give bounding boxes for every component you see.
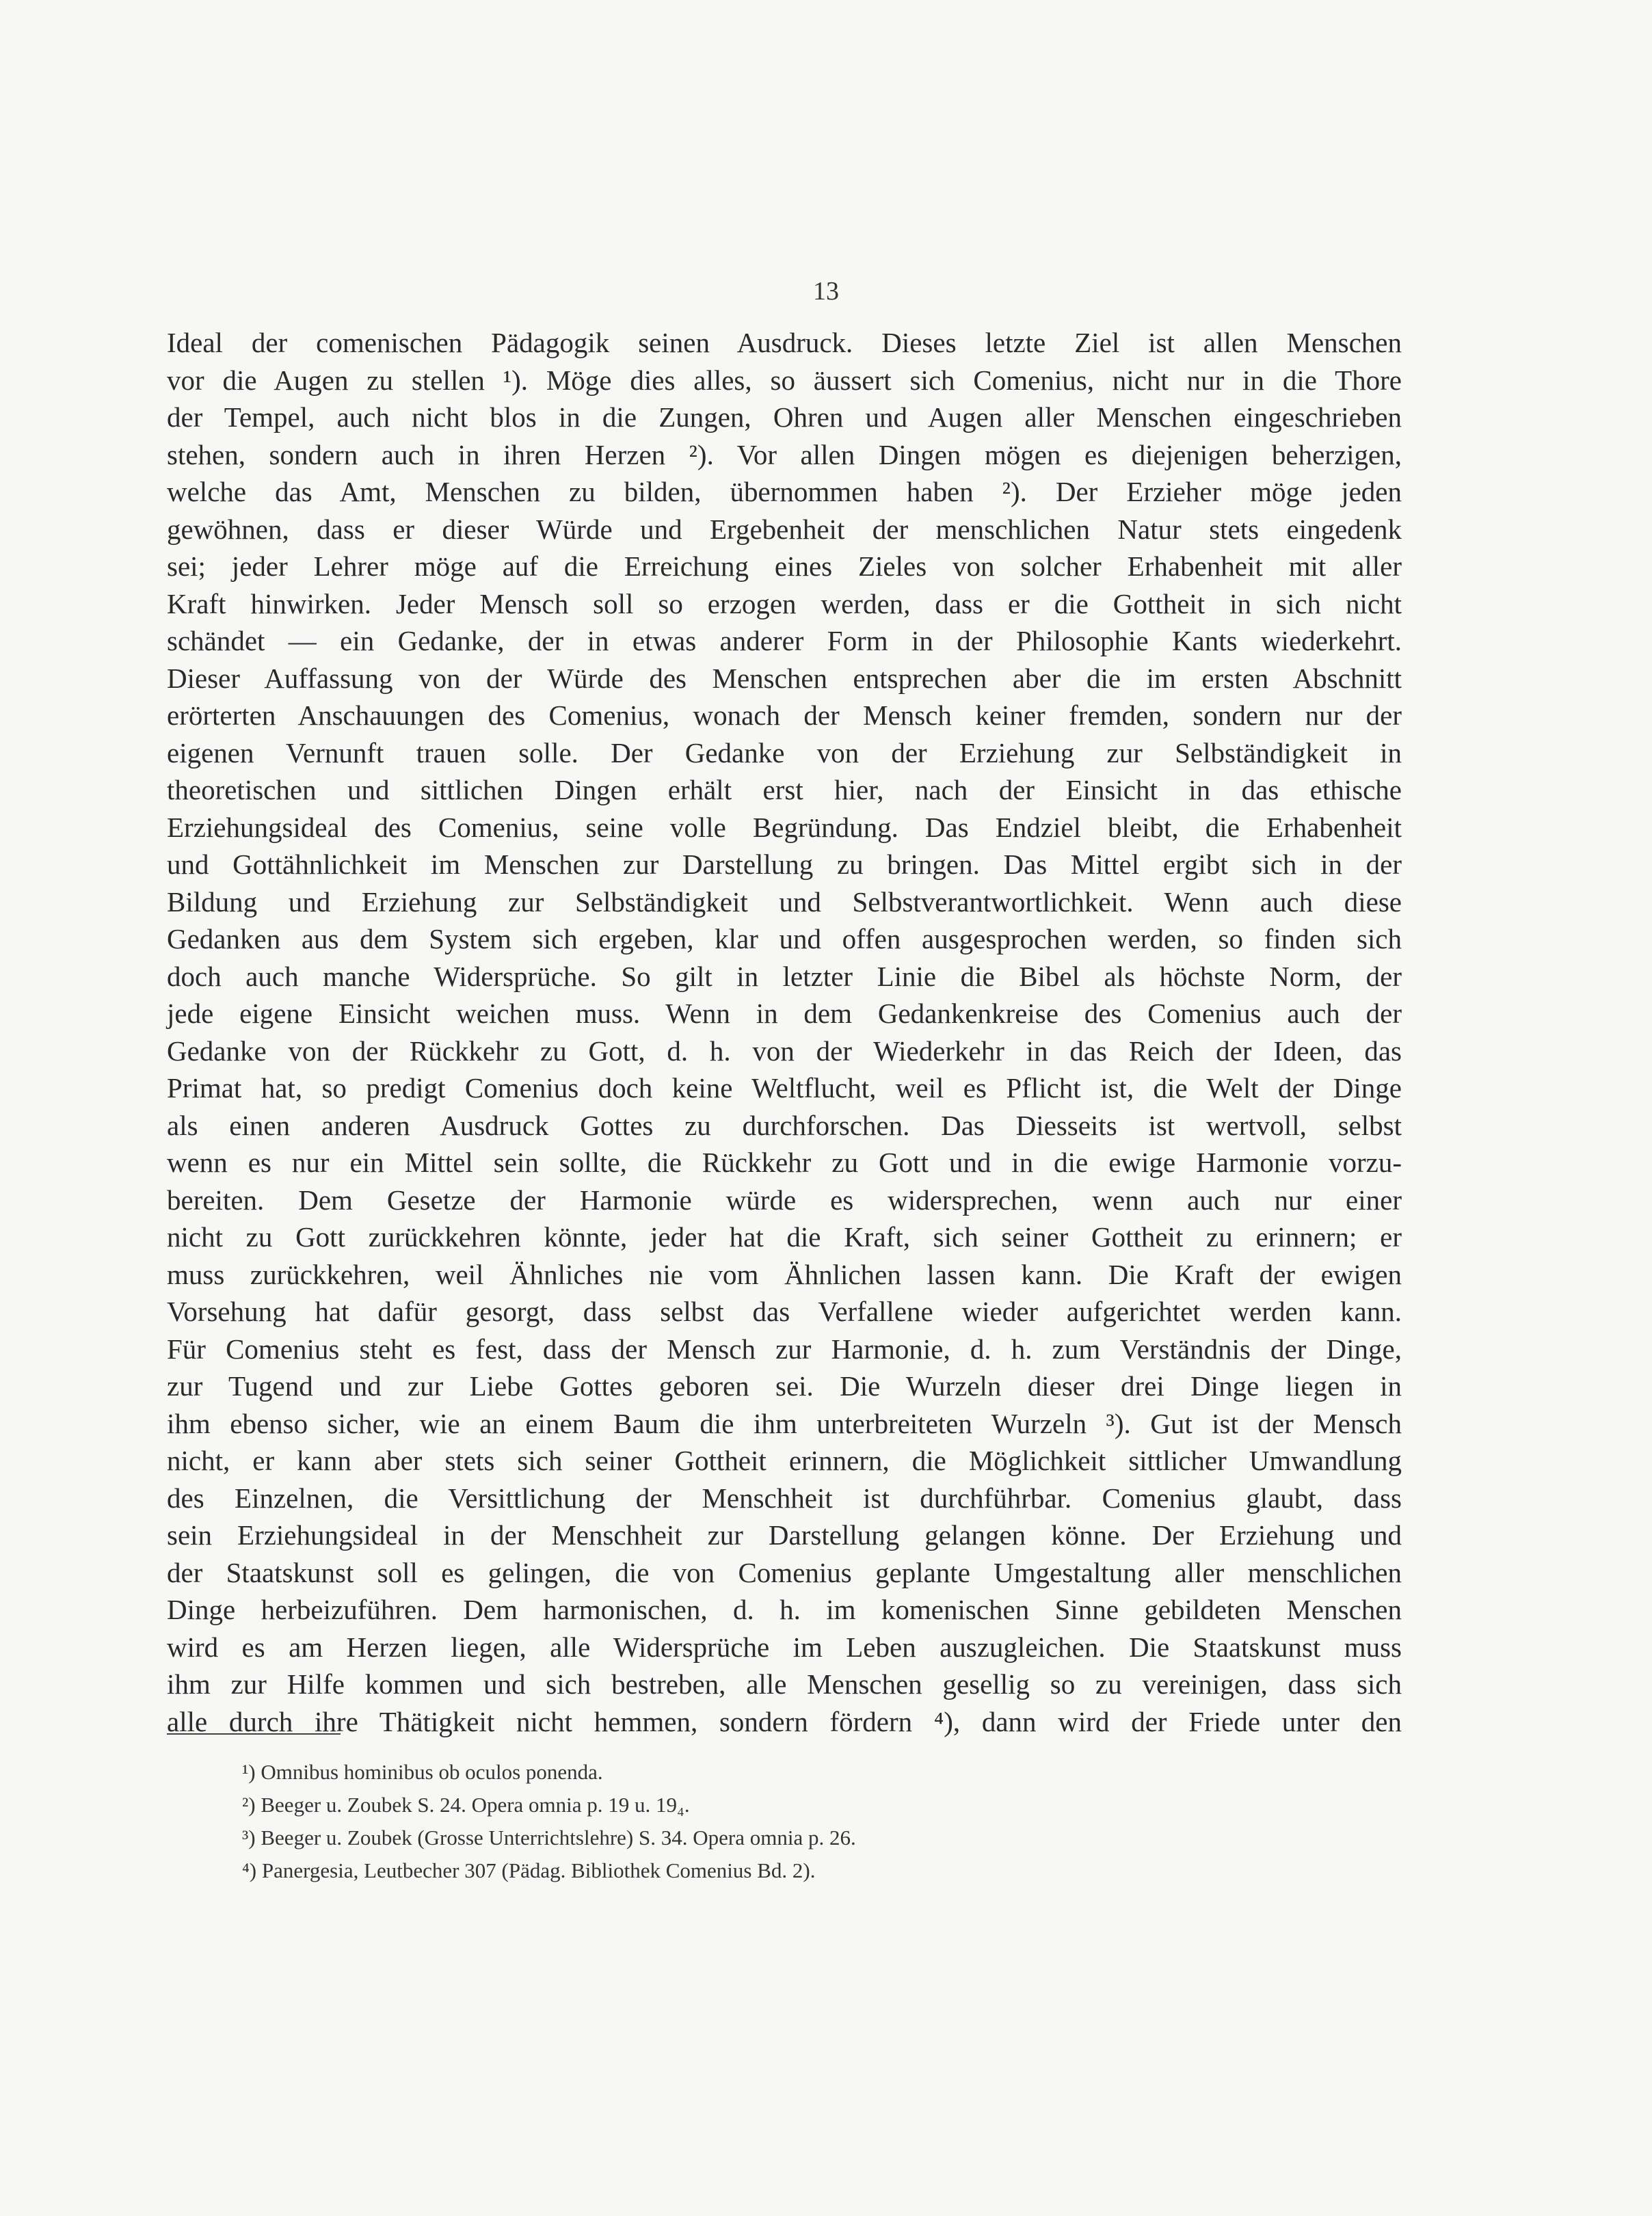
text-line: Gedanke von der Rückkehr zu Gott, d. h. von der Wiederkehr in das Reich der Ideen, das: [167, 1034, 1402, 1067]
text-line: zur Tugend und zur Liebe Gottes geboren sei. Die Wurzeln dieser drei Dinge liegen in: [167, 1370, 1402, 1402]
page-number: 13: [813, 277, 839, 306]
text-line: der Staatskunst soll es gelingen, die von Comenius geplante Umgestaltung aller menschlichen: [167, 1556, 1402, 1588]
text-line: sei; jeder Lehrer möge auf die Erreichung eines Zieles von solcher Erhabenheit mit aller: [167, 550, 1402, 582]
text-line: Kraft hinwirken. Jeder Mensch soll so erzogen werden, dass er die Gottheit in sich nicht: [167, 587, 1402, 619]
text-line: Für Comenius steht es fest, dass der Mensch zur Harmonie, d. h. zum Verständnis der Dinge,: [167, 1333, 1402, 1365]
text-line: Dieser Auffassung von der Würde des Menschen entsprechen aber die im ersten Abschnitt: [167, 662, 1402, 694]
text-line: Gedanken aus dem System sich ergeben, klar und offen ausgesprochen werden, so finden sich: [167, 923, 1402, 955]
text-line: des Einzelnen, die Versittlichung der Menschheit ist durchführbar. Comenius glaubt, dass: [167, 1482, 1402, 1514]
footnote-1: ¹) Omnibus hominibus ob oculos ponenda.: [242, 1760, 603, 1784]
text-line: Ideal der comenischen Pädagogik seinen Ausdruck. Dieses letzte Ziel ist allen Menschen: [167, 327, 1402, 358]
footnote-divider: [167, 1733, 341, 1735]
text-line: muss zurückkehren, weil Ähnliches nie vom Ähnlichen lassen kann. Die Kraft der ewigen: [167, 1258, 1402, 1290]
text-line: doch auch manche Widersprüche. So gilt in letzter Linie die Bibel als höchste Norm, der: [167, 960, 1402, 992]
text-line: bereiten. Dem Gesetze der Harmonie würde es widersprechen, wenn auch nur einer: [167, 1184, 1402, 1216]
text-line: erörterten Anschauungen des Comenius, wonach der Mensch keiner fremden, sondern nur der: [167, 699, 1402, 731]
text-line: vor die Augen zu stellen ¹). Möge dies alles, so äussert sich Comenius, nicht nur in die Thore: [167, 364, 1402, 396]
text-line: Vorsehung hat dafür gesorgt, dass selbst das Verfallene wieder aufgerichtet werden kann.: [167, 1296, 1402, 1327]
text-line: welche das Amt, Menschen zu bilden, übernommen haben ²). Der Erzieher möge jeden: [167, 476, 1402, 507]
text-line: Dinge herbeizuführen. Dem harmonischen, d. h. im komenischen Sinne gebildeten Menschen: [167, 1594, 1402, 1625]
footnote-4: ⁴) Panergesia, Leutbecher 307 (Pädag. Bibliothek Comenius Bd. 2).: [242, 1858, 816, 1882]
text-line: nicht zu Gott zurückkehren könnte, jeder hat die Kraft, sich seiner Gottheit zu erinnern; er: [167, 1221, 1402, 1253]
text-line: wird es am Herzen liegen, alle Widersprüche im Leben auszugleichen. Die Staatskunst muss: [167, 1631, 1402, 1663]
text-line: jede eigene Einsicht weichen muss. Wenn in dem Gedankenkreise des Comenius auch der: [167, 998, 1402, 1029]
text-line: ihm zur Hilfe kommen und sich bestreben, alle Menschen gesellig so zu vereinigen, dass sich: [167, 1668, 1402, 1700]
text-line: sein Erziehungsideal in der Menschheit zur Darstellung gelangen könne. Der Erziehung und: [167, 1519, 1402, 1551]
text-line: als einen anderen Ausdruck Gottes zu durchforschen. Das Diesseits ist wertvoll, selbst: [167, 1109, 1402, 1141]
text-line: gewöhnen, dass er dieser Würde und Ergebenheit der menschlichen Natur stets eingedenk: [167, 513, 1402, 545]
text-line: schändet — ein Gedanke, der in etwas anderer Form in der Philosophie Kants wiederkehrt.: [167, 625, 1402, 656]
text-line: stehen, sondern auch in ihren Herzen ²). Vor allen Dingen mögen es diejenigen beherzigen,: [167, 438, 1402, 470]
footnotes: [242, 1756, 1404, 1887]
text-line: Primat hat, so predigt Comenius doch keine Weltflucht, weil es Pflicht ist, die Welt der Dinge: [167, 1072, 1402, 1104]
main-text: [167, 324, 1402, 1740]
text-line: wenn es nur ein Mittel sein sollte, die Rückkehr zu Gott und in die ewige Harmonie vorzu-: [167, 1147, 1402, 1178]
text-line: der Tempel, auch nicht blos in die Zungen, Ohren und Augen aller Menschen eingeschrieben: [167, 401, 1402, 433]
footnote-3: ³) Beeger u. Zoubek (Grosse Unterrichtslehre) S. 34. Opera omnia p. 26.: [242, 1826, 856, 1850]
text-line: alle durch ihre Thätigkeit nicht hemmen, sondern fördern ⁴), dann wird der Friede unter den: [167, 1705, 1402, 1737]
text-line: nicht, er kann aber stets sich seiner Gottheit erinnern, die Möglichkeit sittlicher Umwandlung: [167, 1445, 1402, 1476]
text-line: eigenen Vernunft trauen solle. Der Gedanke von der Erziehung zur Selbständigkeit in: [167, 736, 1402, 769]
text-line: ihm ebenso sicher, wie an einem Baum die ihm unterbreiteten Wurzeln ³). Gut ist der Mensch: [167, 1407, 1402, 1439]
text-line: theoretischen und sittlichen Dingen erhält erst hier, nach der Einsicht in das ethische: [167, 774, 1402, 805]
text-line: Erziehungsideal des Comenius, seine volle Begründung. Das Endziel bleibt, die Erhabenheit: [167, 811, 1402, 843]
footnote-2: ²) Beeger u. Zoubek S. 24. Opera omnia p. 19 u. 19₄.: [242, 1793, 690, 1817]
text-line: Bildung und Erziehung zur Selbständigkeit und Selbstverantwortlichkeit. Wenn auch diese: [167, 885, 1402, 918]
text-line: und Gottähnlichkeit im Menschen zur Darstellung zu bringen. Das Mittel ergibt sich in der: [167, 849, 1402, 880]
